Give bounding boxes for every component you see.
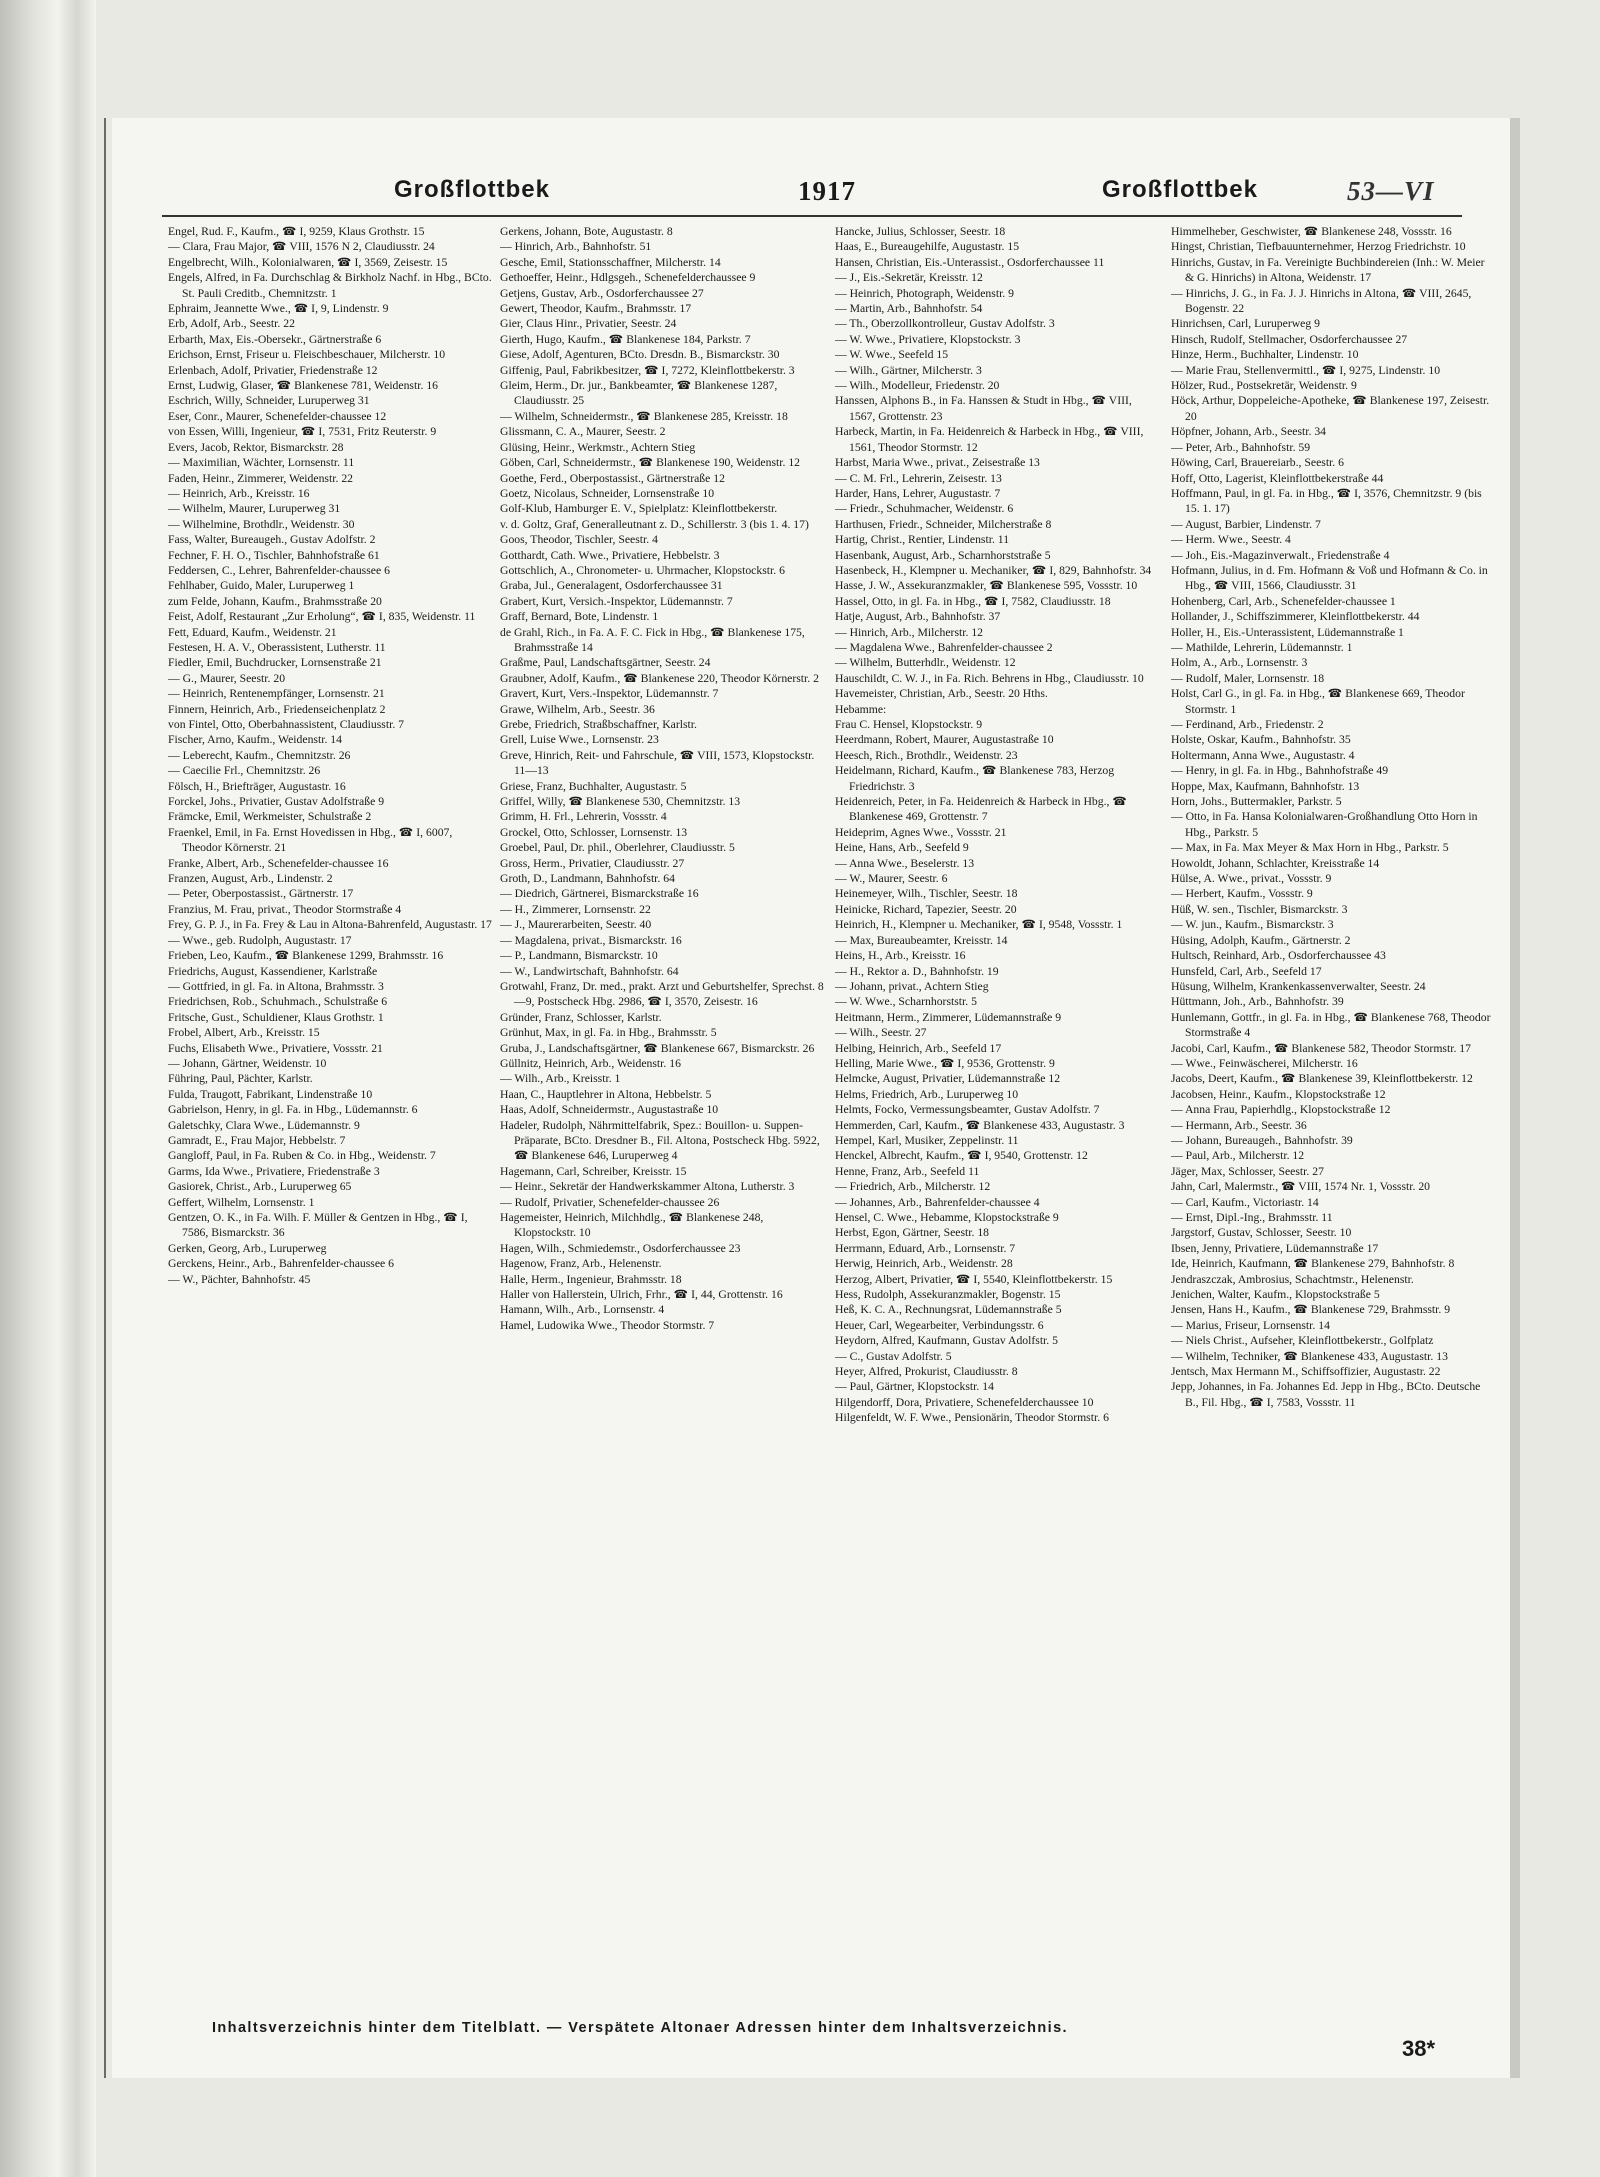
folio-number: 38* [1402,2036,1436,2061]
directory-entry: Jacobs, Deert, Kaufm., ☎ Blankenese 39, Kleinflottbekerstr. 12 [1171,1072,1473,1086]
directory-entry: Hilgenfeldt, W. F. Wwe., Pensionärin, Theodor Stormstr. 6 [835,1411,1109,1425]
directory-entry: — Anna Wwe., Beselerstr. 13 [835,856,975,870]
directory-entry: Gotthardt, Cath. Wwe., Privatiere, Hebbelstr. 3 [500,548,720,562]
directory-entry: Gabrielson, Henry, in gl. Fa. in Hbg., Lüdemannstr. 6 [168,1103,418,1117]
directory-entry: Gier, Claus Hinr., Privatier, Seestr. 24 [500,317,677,331]
directory-entry: Gesche, Emil, Stationsschaffner, Milcherstr. 14 [500,255,721,269]
directory-entry: Goethe, Ferd., Oberpostassist., Gärtnerstraße 12 [500,471,725,485]
directory-entry: Gethoeffer, Heinr., Hdlgsgeh., Schenefelderchaussee 9 [500,271,756,285]
directory-entry: Goetz, Nicolaus, Schneider, Lornsenstraße 10 [500,486,715,500]
directory-entry: Hatje, August, Arb., Bahnhofstr. 37 [835,610,1001,624]
directory-entry: — Wilhelm, Butterhdlr., Weidenstr. 12 [835,656,1016,670]
directory-entry: Gleim, Herm., Dr. jur., Bankbeamter, ☎ Blankenese 1287, Claudiusstr. 25 [500,379,778,408]
directory-entry: Frobel, Albert, Arb., Kreisstr. 15 [168,1026,320,1040]
directory-entry: Forckel, Johs., Privatier, Gustav Adolfstraße 9 [168,795,385,809]
directory-entry: — J., Maurerarbeiten, Seestr. 40 [500,918,652,932]
directory-entry: Harbst, Maria Wwe., privat., Zeisestraße 13 [835,456,1040,470]
directory-entry: Hamann, Wilh., Arb., Lornsenstr. 4 [500,1303,665,1317]
directory-entry: Friedrichs, August, Kassendiener, Karlstraße [168,964,378,978]
directory-entry: Gross, Herm., Privatier, Claudiusstr. 27 [500,856,685,870]
directory-entry: Hunlemann, Gottfr., in gl. Fa. in Hbg., ☎ Blankenese 768, Theodor Stormstraße 4 [1171,1010,1491,1040]
directory-entry: Herzog, Albert, Privatier, ☎ I, 5540, Kleinflottbekerstr. 15 [835,1272,1113,1286]
directory-entry: Haas, E., Bureaugehilfe, Augustastr. 15 [835,240,1020,254]
directory-entry: — C., Gustav Adolfstr. 5 [835,1349,952,1363]
directory-entry: Gerckens, Heinr., Arb., Bahrenfelder-chaussee 6 [168,1257,394,1271]
directory-entry: Grockel, Otto, Schlosser, Lornsenstr. 13 [500,825,688,839]
directory-entry: Haller von Hallerstein, Ulrich, Frhr., ☎ I, 44, Grottenstr. 16 [500,1288,783,1302]
directory-entry: Fechner, F. H. O., Tischler, Bahnhofstraße 61 [168,548,380,562]
directory-entry: Erb, Adolf, Arb., Seestr. 22 [168,317,295,331]
directory-entry: Graba, Jul., Generalagent, Osdorferchaussee 31 [500,579,723,593]
directory-entry: Hassel, Otto, in gl. Fa. in Hbg., ☎ I, 7582, Claudiusstr. 18 [835,594,1111,608]
directory-entry: Hölzer, Rud., Postsekretär, Weidenstr. 9 [1171,379,1357,393]
directory-entry: — W., Maurer, Seestr. 6 [835,872,948,886]
directory-page [112,118,1510,2078]
directory-entry: Gasiorek, Christ., Arb., Luruperweg 65 [168,1180,352,1194]
directory-entry: Friedrichsen, Rob., Schuhmach., Schulstraße 6 [168,995,388,1009]
directory-entry: Groth, D., Landmann, Bahnhofstr. 64 [500,872,675,886]
directory-entry: Hamel, Ludowika Wwe., Theodor Stormstr. 7 [500,1318,715,1332]
directory-entry: Eschrich, Willy, Schneider, Luruperweg 31 [168,394,370,408]
directory-entry: — Peter, Arb., Bahnhofstr. 59 [1171,440,1311,454]
directory-entry: — Max, in Fa. Max Meyer & Max Horn in Hbg., Parkstr. 5 [1171,841,1449,855]
directory-entry: — Marie Frau, Stellenvermittl., ☎ I, 9275, Lindenstr. 10 [1171,363,1441,377]
column-1 [168,224,493,2019]
directory-entry: — H., Rektor a. D., Bahnhofstr. 19 [835,964,999,978]
directory-entry: — Maximilian, Wächter, Lornsenstr. 11 [168,456,355,470]
directory-entry: Höpfner, Johann, Arb., Seestr. 34 [1171,425,1327,439]
directory-entry: Grabert, Kurt, Versich.-Inspektor, Lüdemannstr. 7 [500,594,733,608]
directory-entry: — Johann, Bureaugeh., Bahnhofstr. 39 [1171,1133,1353,1147]
directory-entry: Grell, Luise Wwe., Lornsenstr. 23 [500,733,659,747]
directory-entry: Hinsch, Rudolf, Stellmacher, Osdorferchaussee 27 [1171,332,1408,346]
directory-entry: Festesen, H. A. V., Oberassistent, Lutherstr. 11 [168,640,386,654]
directory-entry: Heidelmann, Richard, Kaufm., ☎ Blankenese 783, Herzog Friedrichstr. 3 [835,764,1115,793]
directory-entry: — Wilhelm, Schneidermstr., ☎ Blankenese 285, Kreisstr. 18 [500,409,788,423]
header-page-number: 53—VI [1347,176,1435,206]
directory-entry: Fraenkel, Emil, in Fa. Ernst Hovedissen in Hbg., ☎ I, 6007, Theodor Körnerstr. 21 [168,825,453,855]
directory-entry: Ephraim, Jeannette Wwe., ☎ I, 9, Lindenstr. 9 [168,302,389,316]
directory-entry: Jepp, Johannes, in Fa. Johannes Ed. Jepp in Hbg., BCto. Deutsche B., Fil. Hbg., ☎ I, 7583, Vossstr. 11 [1171,1380,1481,1409]
directory-entry: — Magdalena Wwe., Bahrenfelder-chaussee 2 [835,640,1053,654]
directory-entry: Hagemann, Carl, Schreiber, Kreisstr. 15 [500,1164,687,1178]
directory-entry: Haan, C., Hauptlehrer in Altona, Hebbelstr. 5 [500,1087,712,1101]
directory-entry: Fass, Walter, Bureaugeh., Gustav Adolfstr. 2 [168,533,376,547]
directory-entry: Hüß, W. sen., Tischler, Bismarckstr. 3 [1171,902,1348,916]
directory-entry: — J., Eis.-Sekretär, Kreisstr. 12 [835,271,983,285]
directory-entry: Hinrichs, Gustav, in Fa. Vereinigte Buchbindereien (Inh.: W. Meier & G. Hinrichs) in Altona, Weidenstr. 17 [1171,255,1485,285]
directory-entry: Gerkens, Johann, Bote, Augustastr. 8 [500,225,673,238]
directory-entry: Gangloff, Paul, in Fa. Ruben & Co. in Hbg., Weidenstr. 7 [168,1149,436,1163]
directory-entry: Graff, Bernard, Bote, Lindenstr. 1 [500,610,659,624]
directory-entry: Heß, K. C. A., Rechnungsrat, Lüdemannstraße 5 [835,1303,1062,1317]
directory-entry: — Wwe., Feinwäscherei, Milcherstr. 16 [1171,1056,1358,1070]
directory-entry: Hansen, Christian, Eis.-Unterassist., Osdorferchaussee 11 [835,255,1105,269]
directory-entry: Erbarth, Max, Eis.-Obersekr., Gärtnerstraße 6 [168,332,382,346]
directory-entry: — Hinrich, Arb., Bahnhofstr. 51 [500,240,652,254]
directory-entry: — Martin, Arb., Bahnhofstr. 54 [835,302,983,316]
directory-entry: Griese, Franz, Buchhalter, Augustastr. 5 [500,779,687,793]
directory-entry: Heins, H., Arb., Kreisstr. 16 [835,949,966,963]
directory-entry: Hasse, J. W., Assekuranzmakler, ☎ Blankenese 595, Vossstr. 10 [835,579,1138,593]
directory-entry: Gruba, J., Landschaftsgärtner, ☎ Blankenese 667, Bismarckstr. 26 [500,1041,815,1055]
header-right-place: Großflottbek [1102,176,1258,203]
directory-entry: Franke, Albert, Arb., Schenefelder-chaussee 16 [168,856,389,870]
directory-entry: Engels, Alfred, in Fa. Durchschlag & Birkholz Nachf. in Hbg., BCto. St. Pauli Creditb., Chemnitzstr. 1 [168,271,492,300]
directory-entry: — Anna Frau, Papierhdlg., Klopstockstraße 12 [1171,1103,1391,1117]
directory-entry: Harthusen, Friedr., Schneider, Milcherstraße 8 [835,517,1052,531]
directory-entry: — Ernst, Dipl.-Ing., Brahmsstr. 11 [1171,1211,1333,1224]
directory-entry: Herwig, Heinrich, Arb., Weidenstr. 28 [835,1257,1013,1271]
directory-entry: Hollander, J., Schiffszimmerer, Kleinflottbekerstr. 44 [1171,610,1420,624]
directory-entry: Gravert, Kurt, Vers.-Inspektor, Lüdemannstr. 7 [500,687,719,701]
directory-entry: Jäger, Max, Schlosser, Seestr. 27 [1171,1164,1324,1178]
directory-entry: Heydorn, Alfred, Kaufmann, Gustav Adolfstr. 5 [835,1334,1058,1348]
directory-entry: Goos, Theodor, Tischler, Seestr. 4 [500,533,658,547]
directory-entry: Hoff, Otto, Lagerist, Kleinflottbekerstraße 44 [1171,471,1384,485]
directory-entry: Franzius, M. Frau, privat., Theodor Stormstraße 4 [168,902,402,916]
directory-entry: Garms, Ida Wwe., Privatiere, Friedenstraße 3 [168,1164,380,1178]
directory-entry: Hülse, A. Wwe., privat., Vossstr. 9 [1171,872,1332,886]
directory-entry: Fett, Eduard, Kaufm., Weidenstr. 21 [168,625,337,639]
directory-entry: Främcke, Emil, Werkmeister, Schulstraße 2 [168,810,372,824]
directory-entry: — Ferdinand, Arb., Friedenstr. 2 [1171,718,1324,731]
directory-entry: — Niels Christ., Aufseher, Kleinflottbekerstr., Golfplatz [1171,1334,1434,1348]
directory-entry: Holste, Oskar, Kaufm., Bahnhofstr. 35 [1171,733,1351,747]
directory-entry: Hemmerden, Carl, Kaufm., ☎ Blankenese 433, Augustastr. 3 [835,1118,1125,1132]
directory-entry: — Paul, Gärtner, Klopstockstr. 14 [835,1380,994,1394]
directory-entry: Franzen, August, Arb., Lindenstr. 2 [168,872,333,886]
directory-entry: Hasenbeck, H., Klempner u. Mechaniker, ☎ I, 829, Bahnhofstr. 34 [835,563,1152,577]
directory-entry: Hagemeister, Heinrich, Milchhdlg., ☎ Blankenese 248, Klopstockstr. 10 [500,1211,764,1240]
column-2 [500,224,825,2019]
directory-entry: — W. jun., Kaufm., Bismarckstr. 3 [1171,918,1334,932]
directory-entry: Halle, Herm., Ingenieur, Brahmsstr. 18 [500,1272,682,1286]
directory-entry: Griffel, Willy, ☎ Blankenese 530, Chemnitzstr. 13 [500,795,741,809]
page-right-edge [1510,118,1520,2078]
directory-entry: Ernst, Ludwig, Glaser, ☎ Blankenese 781, Weidenstr. 16 [168,379,439,393]
directory-entry: Jacobsen, Heinr., Kaufm., Klopstockstraße 12 [1171,1087,1386,1101]
directory-entry: — Otto, in Fa. Hansa Kolonialwaren-Großhandlung Otto Horn in Hbg., Parkstr. 5 [1171,810,1478,839]
directory-entry: Erichson, Ernst, Friseur u. Fleischbeschauer, Milcherstr. 10 [168,348,446,362]
directory-entry: Erlenbach, Adolf, Privatier, Friedenstraße 12 [168,363,378,377]
directory-entry: Hagenow, Franz, Arb., Helenenstr. [500,1257,662,1271]
directory-entry: Helms, Friedrich, Arb., Luruperweg 10 [835,1087,1019,1101]
directory-entry: — C. M. Frl., Lehrerin, Zeisestr. 13 [835,471,1002,485]
directory-entry: — Diedrich, Gärtnerei, Bismarckstraße 16 [500,887,699,901]
directory-entry: Hartig, Christ., Rentier, Lindenstr. 11 [835,533,1010,547]
directory-entry: — Mathilde, Lehrerin, Lüdemannstr. 1 [1171,640,1353,654]
directory-entry: Helbing, Heinrich, Arb., Seefeld 17 [835,1041,1002,1055]
directory-entry: Jentsch, Max Hermann M., Schiffsoffizier, Augustastr. 22 [1171,1365,1441,1379]
directory-entry: Herrmann, Eduard, Arb., Lornsenstr. 7 [835,1241,1016,1255]
directory-entry: — Heinr., Sekretär der Handwerkskammer Altona, Lutherstr. 3 [500,1180,795,1194]
directory-entry: Grawe, Wilhelm, Arb., Seestr. 36 [500,702,655,716]
directory-entry: Hunsfeld, Carl, Arb., Seefeld 17 [1171,964,1322,978]
directory-entry: — Heinrich, Arb., Kreisstr. 16 [168,486,310,500]
directory-entry: Glüsing, Heinr., Werkmstr., Achtern Stieg [500,440,696,454]
directory-entry: Hinrichsen, Carl, Luruperweg 9 [1171,317,1320,331]
directory-entry: Holtermann, Anna Wwe., Augustastr. 4 [1171,748,1355,762]
directory-entry: — Marius, Friseur, Lornsenstr. 14 [1171,1318,1330,1332]
directory-entry: Horn, Johs., Buttermakler, Parkstr. 5 [1171,795,1342,809]
directory-entry: Evers, Jacob, Rektor, Bismarckstr. 28 [168,440,344,454]
directory-entry: Hoppe, Max, Kaufmann, Bahnhofstr. 13 [1171,779,1360,793]
directory-entry: Jenichen, Walter, Kaufm., Klopstockstraße 5 [1171,1288,1380,1302]
directory-entry: — Herbert, Kaufm., Vossstr. 9 [1171,887,1313,901]
directory-entry: Greve, Hinrich, Reit- und Fahrschule, ☎ VIII, 1573, Klopstockstr. 11—13 [500,748,815,778]
directory-entry: Giese, Adolf, Agenturen, BCto. Dresdn. B., Bismarckstr. 30 [500,348,780,362]
directory-entry: Hebamme: [835,702,887,716]
directory-entry: Heitmann, Herm., Zimmerer, Lüdemannstraße 9 [835,1010,1062,1024]
directory-entry: Güllnitz, Heinrich, Arb., Weidenstr. 16 [500,1056,681,1070]
directory-entry: Hultsch, Reinhard, Arb., Osdorferchaussee 43 [1171,949,1386,963]
directory-entry: Heideprim, Agnes Wwe., Vossstr. 21 [835,825,1007,839]
directory-entry: Himmelheber, Geschwister, ☎ Blankenese 248, Vossstr. 16 [1171,225,1452,238]
directory-entry: — P., Landmann, Bismarckstr. 10 [500,949,658,963]
directory-entry: Harbeck, Martin, in Fa. Heidenreich & Harbeck in Hbg., ☎ VIII, 1561, Theodor Stormstr. 12 [835,425,1144,454]
page-gutter-line [104,118,106,2078]
directory-entry: Gerken, Georg, Arb., Luruperweg [168,1241,327,1255]
directory-entry: Frau C. Hensel, Klopstockstr. 9 [835,718,983,731]
directory-entry: Gottschlich, A., Chronometer- u. Uhrmacher, Klopstockstr. 6 [500,563,785,577]
directory-entry: Heinicke, Richard, Tapezier, Seestr. 20 [835,902,1017,916]
directory-entry: — Wwe., geb. Rudolph, Augustastr. 17 [168,933,352,947]
page-header [112,176,1510,216]
directory-entry: Groebel, Paul, Dr. phil., Oberlehrer, Claudiusstr. 5 [500,841,735,855]
directory-entry: — Heinrich, Photograph, Weidenstr. 9 [835,286,1014,300]
directory-entry: — August, Barbier, Lindenstr. 7 [1171,517,1321,531]
directory-entry: — Johann, privat., Achtern Stieg [835,979,989,993]
directory-entry: Grimm, H. Frl., Lehrerin, Vossstr. 4 [500,810,667,824]
directory-entry: — H., Zimmerer, Lornsenstr. 22 [500,902,651,916]
directory-entry: — Wilh., Gärtner, Milcherstr. 3 [835,363,982,377]
directory-columns [168,224,1491,2019]
directory-entry: Henne, Franz, Arb., Seefeld 11 [835,1164,980,1178]
directory-entry: — Max, Bureaubeamter, Kreisstr. 14 [835,933,1008,947]
directory-entry: — Heinrich, Rentenempfänger, Lornsenstr. 21 [168,687,385,701]
directory-entry: — Wilhelm, Maurer, Luruperweg 31 [168,502,341,516]
directory-entry: — Wilh., Modelleur, Friedenstr. 20 [835,379,1000,393]
directory-entry: Hingst, Christian, Tiefbauunternehmer, Herzog Friedrichstr. 10 [1171,240,1466,254]
directory-entry: Getjens, Gustav, Arb., Osdorferchaussee 27 [500,286,704,300]
directory-entry: Fischer, Arno, Kaufm., Weidenstr. 14 [168,733,342,747]
directory-entry: Engelbrecht, Wilh., Kolonialwaren, ☎ I, 3569, Zeisestr. 15 [168,255,448,269]
directory-entry: Hüsing, Adolph, Kaufm., Gärtnerstr. 2 [1171,933,1351,947]
directory-entry: Helling, Marie Wwe., ☎ I, 9536, Grottenstr. 9 [835,1056,1055,1070]
directory-entry: — W. Wwe., Scharnhorststr. 5 [835,995,977,1009]
directory-entry: Golf-Klub, Hamburger E. V., Spielplatz: Kleinflottbekerstr. [500,502,778,516]
directory-entry: Jendraszczak, Ambrosius, Schachtmstr., Helenenstr. [1171,1272,1414,1286]
directory-entry: Hofmann, Julius, in d. Fm. Hofmann & Voß und Hofmann & Co. in Hbg., ☎ VIII, 1566, Claudiusstr. 31 [1171,563,1488,593]
directory-entry: Hohenberg, Carl, Arb., Schenefelder-chaussee 1 [1171,594,1396,608]
directory-entry: Hoffmann, Paul, in gl. Fa. in Hbg., ☎ I, 3576, Chemnitzstr. 9 (bis 15. 1. 17) [1171,486,1482,516]
directory-entry: Gamradt, E., Frau Major, Hebbelstr. 7 [168,1133,346,1147]
directory-entry: Holm, A., Arb., Lornsenstr. 3 [1171,656,1308,670]
directory-entry: — Th., Oberzollkontrolleur, Gustav Adolfstr. 3 [835,317,1055,331]
directory-entry: — G., Maurer, Seestr. 20 [168,671,286,685]
directory-entry: Grünhut, Max, in gl. Fa. in Hbg., Brahmsstr. 5 [500,1026,717,1040]
header-rule [162,215,1462,217]
directory-entry: Frey, G. P. J., in Fa. Frey & Lau in Altona-Bahrenfeld, Augustastr. 17 [168,918,492,932]
directory-entry: — Hinrichs, J. G., in Fa. J. J. Hinrichs in Altona, ☎ VIII, 2645, Bogenstr. 22 [1171,286,1472,316]
directory-entry: Hancke, Julius, Schlosser, Seestr. 18 [835,225,1006,238]
directory-entry: Hinze, Herm., Buchhalter, Lindenstr. 10 [1171,348,1359,362]
directory-entry: Heinrich, H., Klempner u. Mechaniker, ☎ I, 9548, Vossstr. 1 [835,918,1123,932]
directory-entry: — Henry, in gl. Fa. in Hbg., Bahnhofstraße 49 [1171,764,1389,778]
directory-entry: Gentzen, O. K., in Fa. Wilh. F. Müller & Gentzen in Hbg., ☎ I, 7586, Bismarckstr. 36 [168,1211,468,1240]
header-year: 1917 [798,176,856,206]
directory-entry: von Fintel, Otto, Oberbahnassistent, Claudiusstr. 7 [168,718,405,731]
directory-entry: — W. Wwe., Privatiere, Klopstockstr. 3 [835,332,1021,346]
directory-entry: Eser, Conr., Maurer, Schenefelder-chaussee 12 [168,409,387,423]
directory-entry: Heesch, Rich., Brothdlr., Weidenstr. 23 [835,748,1018,762]
directory-entry: — Rudolf, Maler, Lornsenstr. 18 [1171,671,1325,685]
directory-entry: Feddersen, C., Lehrer, Bahrenfelder-chaussee 6 [168,563,390,577]
directory-entry: Hüttmann, Joh., Arb., Bahnhofstr. 39 [1171,995,1344,1009]
directory-entry: — Friedrich, Arb., Milcherstr. 12 [835,1180,991,1194]
directory-entry: Herbst, Egon, Gärtner, Seestr. 18 [835,1226,990,1240]
directory-entry: Fulda, Traugott, Fabrikant, Lindenstraße 10 [168,1087,373,1101]
directory-entry: — Rudolf, Privatier, Schenefelder-chaussee 26 [500,1195,720,1209]
directory-entry: Feist, Adolf, Restaurant „Zur Erholung“, ☎ I, 835, Weidenstr. 11 [168,610,476,624]
directory-entry: Helmcke, August, Privatier, Lüdemannstraße 12 [835,1072,1061,1086]
directory-entry: — Herm. Wwe., Seestr. 4 [1171,533,1291,547]
directory-entry: — Paul, Arb., Milcherstr. 12 [1171,1149,1305,1163]
directory-entry: — Caecilie Frl., Chemnitzstr. 26 [168,764,321,778]
directory-entry: Hauschildt, C. W. J., in Fa. Rich. Behrens in Hbg., Claudiusstr. 10 [835,671,1144,685]
directory-entry: — Peter, Oberpostassist., Gärtnerstr. 17 [168,887,354,901]
directory-entry: Jargstorf, Gustav, Schlosser, Seestr. 10 [1171,1226,1352,1240]
directory-entry: — W., Landwirtschaft, Bahnhofstr. 64 [500,964,679,978]
directory-entry: — Clara, Frau Major, ☎ VIII, 1576 N 2, Claudiusstr. 24 [168,240,435,254]
directory-entry: Hüsung, Wilhelm, Krankenkassenverwalter, Seestr. 24 [1171,979,1426,993]
directory-entry: — Gottfried, in gl. Fa. in Altona, Brahmsstr. 3 [168,979,384,993]
directory-entry: Grotwahl, Franz, Dr. med., prakt. Arzt und Geburtshelfer, Sprechst. 8—9, Postscheck Hbg. 2986, ☎ I, 3570, Zeisestr. 16 [500,979,824,1009]
directory-entry: Hensel, C. Wwe., Hebamme, Klopstockstraße 9 [835,1211,1059,1224]
directory-entry: Howoldt, Johann, Schlachter, Kreisstraße 14 [1171,856,1380,870]
directory-entry: zum Felde, Johann, Kaufm., Brahmsstraße 20 [168,594,382,608]
directory-entry: Höck, Arthur, Doppeleiche-Apotheke, ☎ Blankenese 197, Zeisestr. 20 [1171,394,1490,423]
directory-entry: — Wilh., Arb., Kreisstr. 1 [500,1072,621,1086]
directory-entry: Fehlhaber, Guido, Maler, Luruperweg 1 [168,579,355,593]
directory-entry: Geffert, Wilhelm, Lornsenstr. 1 [168,1195,315,1209]
directory-entry: Heuer, Carl, Wegearbeiter, Verbindungsstr. 6 [835,1318,1044,1332]
directory-entry: Gierth, Hugo, Kaufm., ☎ Blankenese 184, Parkstr. 7 [500,332,751,346]
directory-entry: — Leberecht, Kaufm., Chemnitzstr. 26 [168,748,351,762]
directory-entry: Frieben, Leo, Kaufm., ☎ Blankenese 1299, Brahmsstr. 16 [168,949,444,963]
directory-entry: — Johann, Gärtner, Weidenstr. 10 [168,1056,327,1070]
directory-entry: v. d. Goltz, Graf, Generalleutnant z. D., Schillerstr. 3 (bis 1. 4. 17) [500,517,809,531]
directory-entry: Höwing, Carl, Brauereiarb., Seestr. 6 [1171,456,1344,470]
directory-entry: Heinemeyer, Wilh., Tischler, Seestr. 18 [835,887,1018,901]
directory-entry: Heerdmann, Robert, Maurer, Augustastraße 10 [835,733,1054,747]
directory-entry: Graubner, Adolf, Kaufm., ☎ Blankenese 220, Theodor Körnerstr. 2 [500,671,819,685]
directory-entry: Haas, Adolf, Schneidermstr., Augustastraße 10 [500,1103,719,1117]
directory-entry: Fuchs, Elisabeth Wwe., Privatiere, Vossstr. 21 [168,1041,383,1055]
directory-entry: Jahn, Carl, Malermstr., ☎ VIII, 1574 Nr. 1, Vossstr. 20 [1171,1180,1431,1194]
directory-entry: Göben, Carl, Schneidermstr., ☎ Blankenese 190, Weidenstr. 12 [500,456,801,470]
directory-entry: — Magdalena, privat., Bismarckstr. 16 [500,933,682,947]
directory-entry: Giffenig, Paul, Fabrikbesitzer, ☎ I, 7272, Kleinflottbekerstr. 3 [500,363,795,377]
directory-entry: Holst, Carl G., in gl. Fa. in Hbg., ☎ Blankenese 669, Theodor Stormstr. 1 [1171,687,1465,716]
directory-entry: Grebe, Friedrich, Straßbschaffner, Karlstr. [500,718,697,731]
directory-entry: — Friedr., Schuhmacher, Weidenstr. 6 [835,502,1014,516]
directory-entry: Hadeler, Rudolph, Nährmittelfabrik, Spez.: Bouillon- u. Suppen-Präparate, BCto. Dresdner B., Fil. Altona, Postscheck Hbg. 5922, ☎ Blankenese 646, Luruperweg 4 [500,1118,820,1163]
directory-entry: Ibsen, Jenny, Privatiere, Lüdemannstraße 17 [1171,1241,1379,1255]
header-left-place: Großflottbek [394,176,550,203]
directory-entry: Hilgendorff, Dora, Privatiere, Schenefelderchaussee 10 [835,1395,1094,1409]
directory-entry: Finnern, Heinrich, Arb., Friedenseichenplatz 2 [168,702,386,716]
directory-entry: Faden, Heinr., Zimmerer, Weidenstr. 22 [168,471,354,485]
directory-entry: Heyer, Alfred, Prokurist, Claudiusstr. 8 [835,1365,1018,1379]
directory-entry: — Wilh., Seestr. 27 [835,1026,927,1040]
directory-entry: Henckel, Albrecht, Kaufm., ☎ I, 9540, Grottenstr. 12 [835,1149,1088,1163]
directory-entry: — Hinrich, Arb., Milcherstr. 12 [835,625,984,639]
directory-entry: Hasenbank, August, Arb., Scharnhorststraße 5 [835,548,1051,562]
directory-entry: — Wilhelm, Techniker, ☎ Blankenese 433, Augustastr. 13 [1171,1349,1448,1363]
column-4 [1171,224,1496,2019]
page-footer-note: Inhaltsverzeichnis hinter dem Titelblatt. — Verspätete Altonaer Adressen hinter dem Inhaltsverzeichnis. [212,2020,1068,2036]
directory-entry: — Joh., Eis.-Magazinverwalt., Friedenstraße 4 [1171,548,1390,562]
directory-entry: Ide, Heinrich, Kaufmann, ☎ Blankenese 279, Bahnhofstr. 8 [1171,1257,1455,1271]
directory-entry: von Essen, Willi, Ingenieur, ☎ I, 7531, Fritz Reuterstr. 9 [168,425,437,439]
directory-entry: Jensen, Hans H., Kaufm., ☎ Blankenese 729, Brahmsstr. 9 [1171,1303,1451,1317]
directory-entry: Jacobi, Carl, Kaufm., ☎ Blankenese 582, Theodor Stormstr. 17 [1171,1041,1471,1055]
directory-entry: Fritsche, Gust., Schuldiener, Klaus Grothstr. 1 [168,1010,384,1024]
book-binding [0,0,96,2177]
directory-entry: Heine, Hans, Arb., Seefeld 9 [835,841,969,855]
directory-entry: de Grahl, Rich., in Fa. A. F. C. Fick in Hbg., ☎ Blankenese 175, Brahmsstraße 14 [500,625,805,654]
directory-entry: Führing, Paul, Pächter, Karlstr. [168,1072,313,1086]
directory-entry: — W. Wwe., Seefeld 15 [835,348,949,362]
directory-entry: Holler, H., Eis.-Unterassistent, Lüdemannstraße 1 [1171,625,1404,639]
directory-entry: — W., Pächter, Bahnhofstr. 45 [168,1272,311,1286]
directory-entry: Helmts, Focko, Vermessungsbeamter, Gustav Adolfstr. 7 [835,1103,1100,1117]
directory-entry: Havemeister, Christian, Arb., Seestr. 20 Hths. [835,687,1048,701]
directory-entry: Hagen, Wilh., Schmiedemstr., Osdorferchaussee 23 [500,1241,741,1255]
directory-entry: Hess, Rudolph, Assekuranzmakler, Bogenstr. 15 [835,1288,1061,1302]
directory-entry: Fölsch, H., Briefträger, Augustastr. 16 [168,779,346,793]
directory-entry: — Johannes, Arb., Bahrenfelder-chaussee 4 [835,1195,1040,1209]
directory-entry: Galetschky, Clara Wwe., Lüdemannstr. 9 [168,1118,360,1132]
directory-entry: — Hermann, Arb., Seestr. 36 [1171,1118,1307,1132]
directory-entry: — Carl, Kaufm., Victoriastr. 14 [1171,1195,1319,1209]
directory-entry: Graßme, Paul, Landschaftsgärtner, Seestr. 24 [500,656,711,670]
directory-entry: Hanssen, Alphons B., in Fa. Hanssen & Studt in Hbg., ☎ VIII, 1567, Grottenstr. 23 [835,394,1132,423]
directory-entry: — Wilhelmine, Brothdlr., Weidenstr. 30 [168,517,355,531]
directory-entry: Gründer, Franz, Schlosser, Karlstr. [500,1010,662,1024]
directory-entry: Harder, Hans, Lehrer, Augustastr. 7 [835,486,1001,500]
directory-entry: Heidenreich, Peter, in Fa. Heidenreich & Harbeck in Hbg., ☎ Blankenese 469, Grottenstr. 7 [835,795,1127,824]
directory-entry: Fiedler, Emil, Buchdrucker, Lornsenstraße 21 [168,656,382,670]
directory-entry: Glissmann, C. A., Maurer, Seestr. 2 [500,425,666,439]
directory-entry: Engel, Rud. F., Kaufm., ☎ I, 9259, Klaus Grothstr. 15 [168,225,425,238]
column-3 [835,224,1160,2019]
directory-entry: Hempel, Karl, Musiker, Zeppelinstr. 11 [835,1133,1019,1147]
directory-entry: Gewert, Theodor, Kaufm., Brahmsstr. 17 [500,302,692,316]
